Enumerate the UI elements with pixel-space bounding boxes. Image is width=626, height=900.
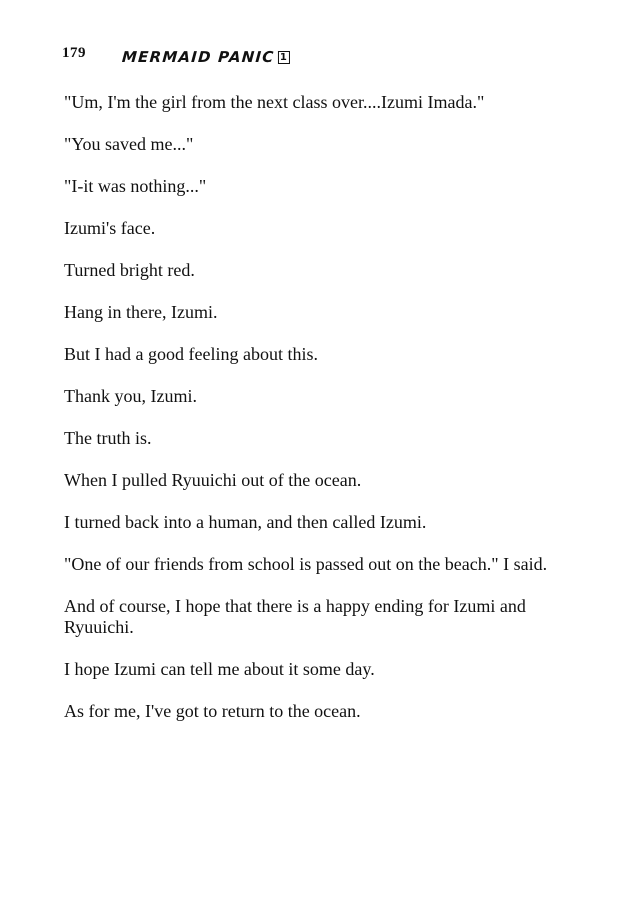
- paragraph: "One of our friends from school is passed out on the beach." I said.: [64, 554, 548, 574]
- paragraph: "I-it was nothing...": [64, 176, 207, 196]
- page-header: [62, 36, 290, 66]
- paragraph: "Um, I'm the girl from the next class over....Izumi Imada.": [64, 92, 485, 112]
- paragraph: "You saved me...": [64, 134, 194, 154]
- volume-number-badge: 1: [280, 51, 289, 63]
- paragraph: I turned back into a human, and then called Izumi.: [64, 512, 427, 532]
- paragraph: I hope Izumi can tell me about it some day.: [64, 659, 375, 679]
- body-text: [64, 92, 554, 743]
- paragraph: Thank you, Izumi.: [64, 386, 197, 406]
- paragraph: As for me, I've got to return to the ocean.: [64, 701, 361, 721]
- paragraph: Izumi's face.: [64, 218, 156, 238]
- paragraph: But I had a good feeling about this.: [64, 344, 318, 364]
- page-number: 179: [62, 45, 86, 61]
- paragraph: When I pulled Ryuuichi out of the ocean.: [64, 470, 362, 490]
- paragraph: Hang in there, Izumi.: [64, 302, 218, 322]
- book-title: [121, 48, 291, 66]
- paragraph: The truth is.: [64, 428, 152, 448]
- book-title-text: MERMAID PANIC: [121, 48, 276, 66]
- paragraph: Turned bright red.: [64, 260, 195, 280]
- paragraph: And of course, I hope that there is a happy ending for Izumi and Ryuuichi.: [64, 596, 526, 637]
